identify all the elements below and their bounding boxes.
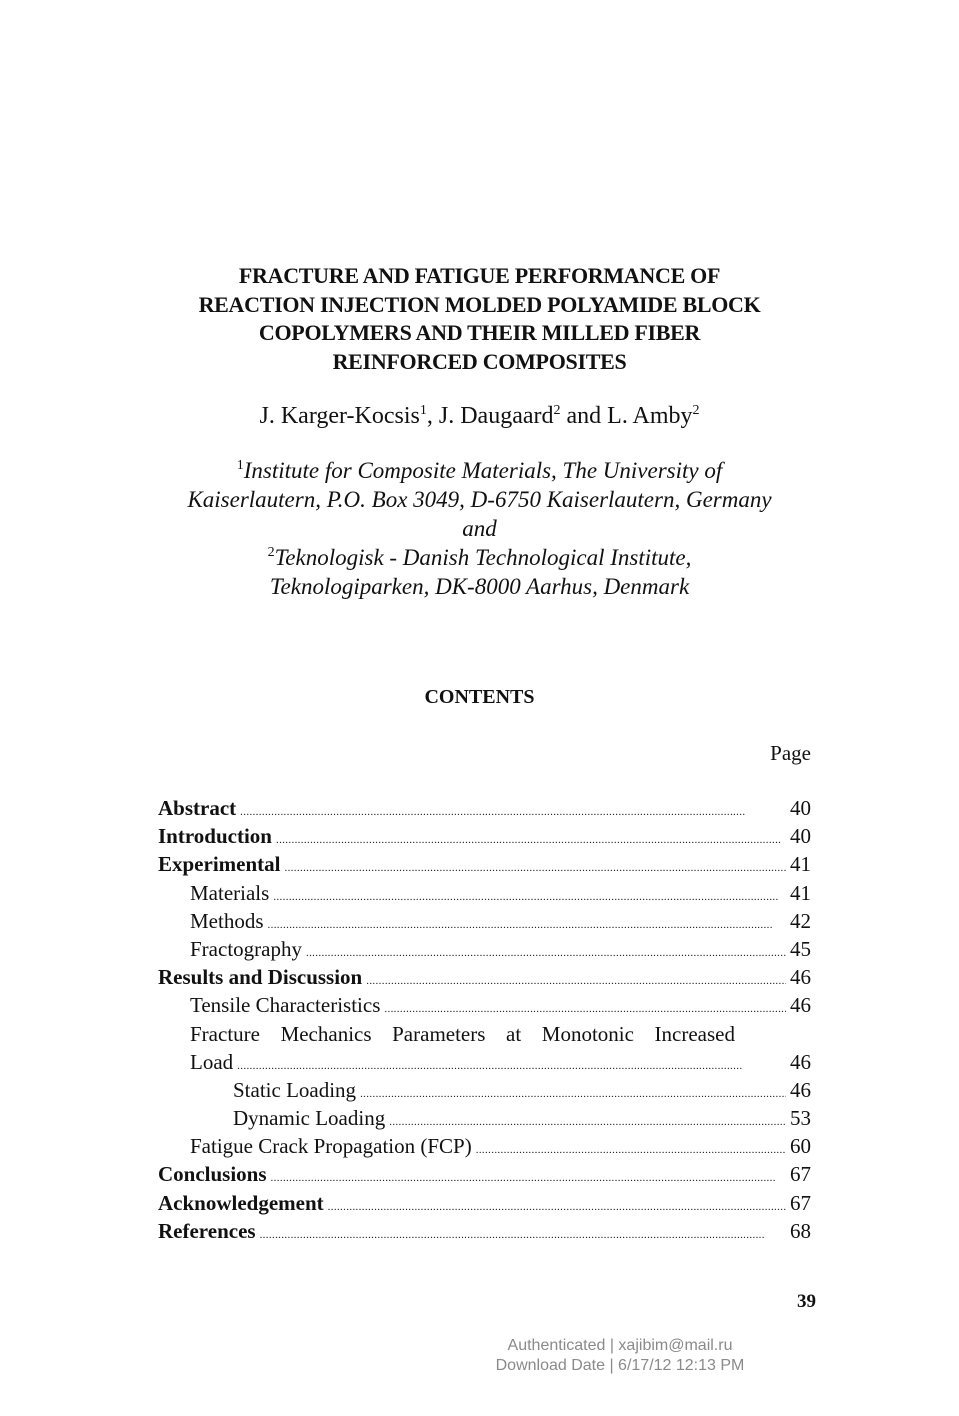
- toc-entry: [158, 852, 811, 880]
- toc-entry-label: Results and Discussion: [158, 965, 363, 990]
- author-2: J. Daugaard: [438, 403, 554, 429]
- toc-entry-label: Conclusions: [158, 1162, 267, 1187]
- toc-entry: [158, 1050, 811, 1078]
- toc-entry: [158, 881, 811, 909]
- toc-entry-page: 40: [790, 824, 811, 849]
- toc-entry: [158, 796, 811, 824]
- toc-entry-label: Fractography: [190, 936, 302, 961]
- toc-entry-label: Dynamic Loading: [233, 1106, 386, 1131]
- toc-entry-page: 46: [790, 965, 811, 990]
- affiliation-and: and: [462, 516, 497, 541]
- toc-entry: [158, 1191, 811, 1219]
- toc-entry: [158, 1078, 811, 1106]
- toc-dot-leader: [273, 891, 786, 903]
- toc-entry-wrap-line: Fracture Mechanics Parameters at Monotonic Increased: [190, 1021, 735, 1046]
- author-2-affil-mark: 2: [553, 403, 561, 418]
- author-3-affil-mark: 2: [692, 403, 700, 418]
- toc-entry-page: 41: [790, 880, 811, 905]
- toc-entry: [158, 824, 811, 852]
- affiliation-2-line-2: Teknologiparken, DK-8000 Aarhus, Denmark: [269, 574, 690, 599]
- table-of-contents: [158, 796, 811, 1247]
- affiliation-2-text-1: Teknologisk - Danish Technological Institute,: [274, 545, 692, 570]
- author-separator-1: ,: [426, 403, 439, 429]
- toc-entry-page: 40: [790, 796, 811, 820]
- download-date-line: Download Date | 6/17/12 12:13 PM: [495, 1357, 745, 1374]
- affiliation-2-line-1: [0, 543, 959, 572]
- toc-dot-leader: [476, 1144, 786, 1156]
- toc-dot-leader: [366, 975, 786, 987]
- toc-entry-label: Static Loading: [233, 1077, 357, 1102]
- toc-entry-page: 67: [790, 1162, 811, 1187]
- toc-dot-leader: [384, 1003, 786, 1015]
- toc-entry: [158, 1162, 811, 1190]
- title-line-3: COPOLYMERS AND THEIR MILLED FIBER: [258, 320, 701, 345]
- toc-entry-page: 41: [790, 852, 811, 877]
- affiliation-1-mark: 1: [236, 458, 244, 473]
- page-number: 39: [797, 1291, 816, 1312]
- author-1: J. Karger-Kocsis: [259, 403, 420, 429]
- title-line-2: REACTION INJECTION MOLDED POLYAMIDE BLOCK: [198, 291, 761, 317]
- toc-dot-leader: [276, 834, 786, 846]
- author-separator-2: and: [560, 403, 608, 429]
- toc-entry: [158, 1106, 811, 1134]
- title-line-4: REINFORCED COMPOSITES: [332, 348, 627, 374]
- toc-entry-label: Introduction: [158, 824, 272, 849]
- author-list: [0, 400, 959, 432]
- toc-dot-leader: [271, 1172, 786, 1184]
- authentication-watermark: [0, 1336, 959, 1376]
- toc-entry-label: References: [158, 1218, 256, 1243]
- toc-entry-label: Experimental: [158, 852, 281, 877]
- affiliation-1-line-1: [0, 456, 959, 485]
- author-1-affil-mark: 1: [419, 403, 427, 418]
- toc-entry: [158, 1134, 811, 1162]
- toc-entry-label: Load: [190, 1049, 234, 1074]
- toc-entry-page: 46: [790, 993, 811, 1018]
- toc-entry: [158, 937, 811, 965]
- toc-entry-page: 46: [790, 1077, 811, 1102]
- toc-dot-leader: [389, 1116, 786, 1128]
- affiliation-2-mark: 2: [267, 545, 275, 560]
- toc-entry: [158, 965, 811, 993]
- title-line-1: FRACTURE AND FATIGUE PERFORMANCE OF: [238, 263, 721, 288]
- authentication-line: Authenticated | xajibim@mail.ru: [507, 1337, 733, 1354]
- contents-heading: CONTENTS: [424, 686, 535, 708]
- toc-dot-leader: [284, 862, 786, 874]
- toc-entry-label: Methods: [190, 908, 264, 933]
- toc-entry-page: 46: [790, 1049, 811, 1074]
- toc-dot-leader: [240, 806, 786, 818]
- toc-entry-page: 67: [790, 1190, 811, 1215]
- author-3: L. Amby: [607, 403, 693, 429]
- toc-dot-leader: [260, 1229, 786, 1241]
- toc-dot-leader: [306, 947, 786, 959]
- toc-entry-page: 60: [790, 1134, 811, 1159]
- toc-entry-label: Acknowledgement: [158, 1190, 324, 1215]
- toc-entry-label: Tensile Characteristics: [190, 993, 381, 1018]
- affiliations: [0, 456, 959, 601]
- toc-entry: [158, 909, 811, 937]
- toc-entry: [158, 1219, 811, 1247]
- toc-entry-label: Fatigue Crack Propagation (FCP): [190, 1134, 472, 1159]
- toc-dot-leader: [268, 919, 787, 931]
- affiliation-1-text-1: Institute for Composite Materials, The University of: [243, 458, 723, 483]
- toc-entry-page: 42: [790, 908, 811, 933]
- toc-entry-page: 53: [790, 1106, 811, 1131]
- toc-entry-page: 45: [790, 936, 811, 961]
- toc-entry: [158, 993, 811, 1021]
- toc-entry-page: 68: [790, 1218, 811, 1243]
- toc-entry-label: Abstract: [158, 796, 237, 820]
- toc-dot-leader: [360, 1088, 786, 1100]
- toc-dot-leader: [328, 1201, 786, 1213]
- affiliation-1-line-2: Kaiserlautern, P.O. Box 3049, D-6750 Kaiserlautern, Germany: [187, 487, 772, 512]
- toc-entry-label: Materials: [190, 880, 270, 905]
- page-column-heading: Page: [770, 741, 811, 765]
- toc-dot-leader: [237, 1060, 786, 1072]
- paper-title: [0, 262, 959, 376]
